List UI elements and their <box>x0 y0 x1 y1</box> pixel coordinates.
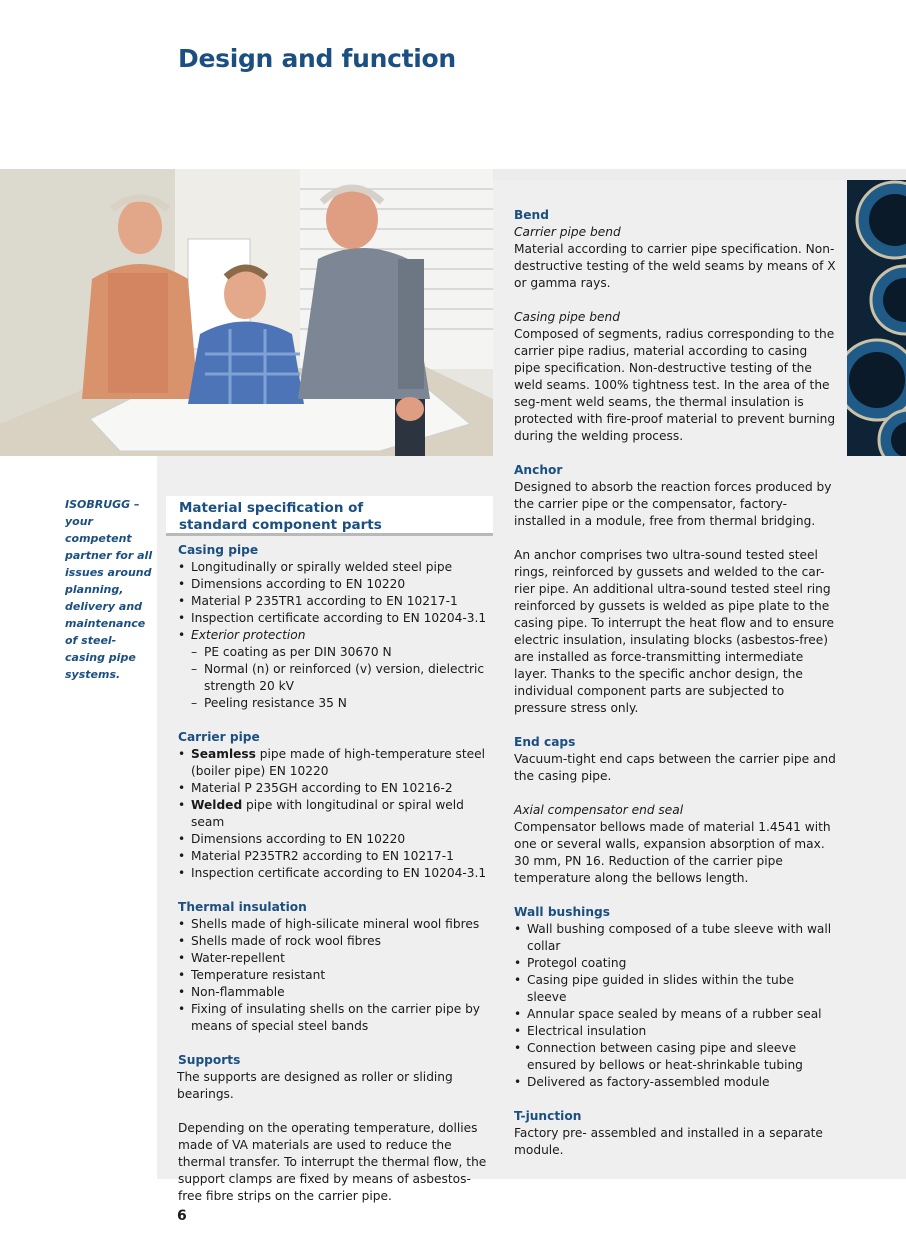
bend-heading: Bend <box>514 208 549 222</box>
carrier-pipe-bend-label: Carrier pipe bend <box>514 225 621 239</box>
carrier-pipe-list <box>178 746 490 882</box>
section-header <box>166 496 493 536</box>
end-caps-heading: End caps <box>514 735 576 749</box>
list-item: • Shells made of high-silicate mineral wool fibres <box>178 916 490 933</box>
list-item: • Wall bushing composed of a tube sleeve with wall collar <box>514 921 836 955</box>
thermal-insulation-heading: Thermal insulation <box>178 900 307 914</box>
section-header-line2: standard component parts <box>179 517 382 533</box>
page-number: 6 <box>177 1208 187 1224</box>
casing-pipe-heading: Casing pipe <box>178 543 259 557</box>
anchor-heading: Anchor <box>514 463 563 477</box>
welded-bold: Welded <box>191 798 243 812</box>
list-item: • Temperature resistant <box>178 967 490 984</box>
list-item <box>178 746 490 780</box>
list-item: • Fixing of insulating shells on the carrier pipe by means of special steel bands <box>178 1001 490 1035</box>
anchor-text-1: Designed to absorb the reaction forces produced by the carrier pipe or the compensator, factory-installed in a module, free from thermal bridging. <box>514 480 832 528</box>
page-title: Design and function <box>178 44 456 73</box>
t-junction-text: Factory pre- assembled and installed in a separate module. <box>514 1126 823 1157</box>
welded-text: pipe with longitudinal or spiral weld seam <box>191 798 464 829</box>
thermal-insulation-list <box>178 916 490 1035</box>
seamless-bold: Seamless <box>191 747 256 761</box>
supports-text-2: Depending on the operating temperature, dollies made of VA materials are used to reduce the thermal transfer. To interrupt the thermal flow, the support clamps are fixed by means of asbestos-free fibre strips on the carrier pipe. <box>178 1121 487 1203</box>
list-item: • Dimensions according to EN 10220 <box>178 576 490 593</box>
list-item: • Longitudinally or spirally welded steel pipe <box>178 559 490 576</box>
list-item: • Casing pipe guided in slides within the tube sleeve <box>514 972 836 1006</box>
list-item: • Inspection certificate according to EN 10204-3.1 <box>178 865 490 882</box>
end-caps-text: Vacuum-tight end caps between the carrier pipe and the casing pipe. <box>514 752 836 783</box>
carrier-pipe-bend-text: Material according to carrier pipe specification. Non-destructive testing of the weld seams by means of X or gamma rays. <box>514 242 836 290</box>
carrier-pipe-heading: Carrier pipe <box>178 730 260 744</box>
t-junction-heading: T-junction <box>514 1109 582 1123</box>
sidebar-note: ISOBRUGG – your competent partner for all issues around planning, delivery and maintenance of steel-casing pipe systems. <box>65 498 153 681</box>
list-item: • Delivered as factory-assembled module <box>514 1074 836 1091</box>
casing-pipe-list <box>178 559 490 644</box>
list-item: • Connection between casing pipe and sleeve ensured by bellows or heat-shrinkable tubing <box>514 1040 836 1074</box>
supports-text-1: The supports are designed as roller or sliding bearings. <box>177 1070 453 1101</box>
list-item: • Shells made of rock wool fibres <box>178 933 490 950</box>
list-item: • Electrical insulation <box>514 1023 836 1040</box>
list-item: • Dimensions according to EN 10220 <box>178 831 490 848</box>
list-item: • Inspection certificate according to EN 10204-3.1 <box>178 610 490 627</box>
casing-pipe-bend-label: Casing pipe bend <box>514 310 620 324</box>
list-item <box>178 627 490 644</box>
list-item: – Peeling resistance 35 N <box>191 695 490 712</box>
wall-bushings-list <box>514 921 836 1091</box>
pipe-ends-photo <box>847 180 906 456</box>
team-photo <box>0 169 493 456</box>
list-item: • Non-flammable <box>178 984 490 1001</box>
supports-heading: Supports <box>178 1053 241 1067</box>
list-item <box>178 797 490 831</box>
list-item: • Material P 235GH according to EN 10216-2 <box>178 780 490 797</box>
list-item: • Annular space sealed by means of a rubber seal <box>514 1006 836 1023</box>
casing-pipe-bend-text: Composed of segments, radius corresponding to the carrier pipe radius, material according to casing pipe specification. Non-destructive testing of the weld seams. 100% tightness test. In the area of the seg-ment weld seams, the thermal insulation is protected with fire-proof material to prevent burning during the welding process. <box>514 327 836 443</box>
exterior-protection-list <box>178 644 490 712</box>
seamless-text: pipe made of high-temperature steel (boiler pipe) EN 10220 <box>191 747 486 778</box>
axial-compensator-text: Compensator bellows made of material 1.4541 with one or several walls, expansion absorption of max. 30 mm, PN 16. Reduction of the carrier pipe temperature along the bellows length. <box>514 820 831 885</box>
axial-compensator-label: Axial compensator end seal <box>514 803 684 817</box>
list-item: • Material P 235TR1 according to EN 10217-1 <box>178 593 490 610</box>
left-column <box>178 542 490 1205</box>
anchor-text-2: An anchor comprises two ultra-sound tested steel rings, reinforced by gussets and welded to the car-rier pipe. An additional ultra-sound tested steel ring reinforced by gussets is welded as pipe plate to the casing pipe. To interrupt the heat flow and to ensure electric insulation, insulating blocks (asbestos-free) are installed as force-transmitting intermediate layer. Thanks to the specific anchor design, the individual component parts are subjected to pressure stress only. <box>514 548 834 715</box>
list-item: – Normal (n) or reinforced (v) version, dielectric strength 20 kV <box>191 661 490 695</box>
section-header-line1: Material specification of <box>179 500 364 516</box>
list-item: • Protegol coating <box>514 955 836 972</box>
list-item: • Water-repellent <box>178 950 490 967</box>
right-column <box>514 207 836 1159</box>
list-item: – PE coating as per DIN 30670 N <box>191 644 490 661</box>
wall-bushings-heading: Wall bushings <box>514 905 610 919</box>
exterior-protection-label: Exterior protection <box>191 628 306 642</box>
list-item: • Material P235TR2 according to EN 10217-1 <box>178 848 490 865</box>
